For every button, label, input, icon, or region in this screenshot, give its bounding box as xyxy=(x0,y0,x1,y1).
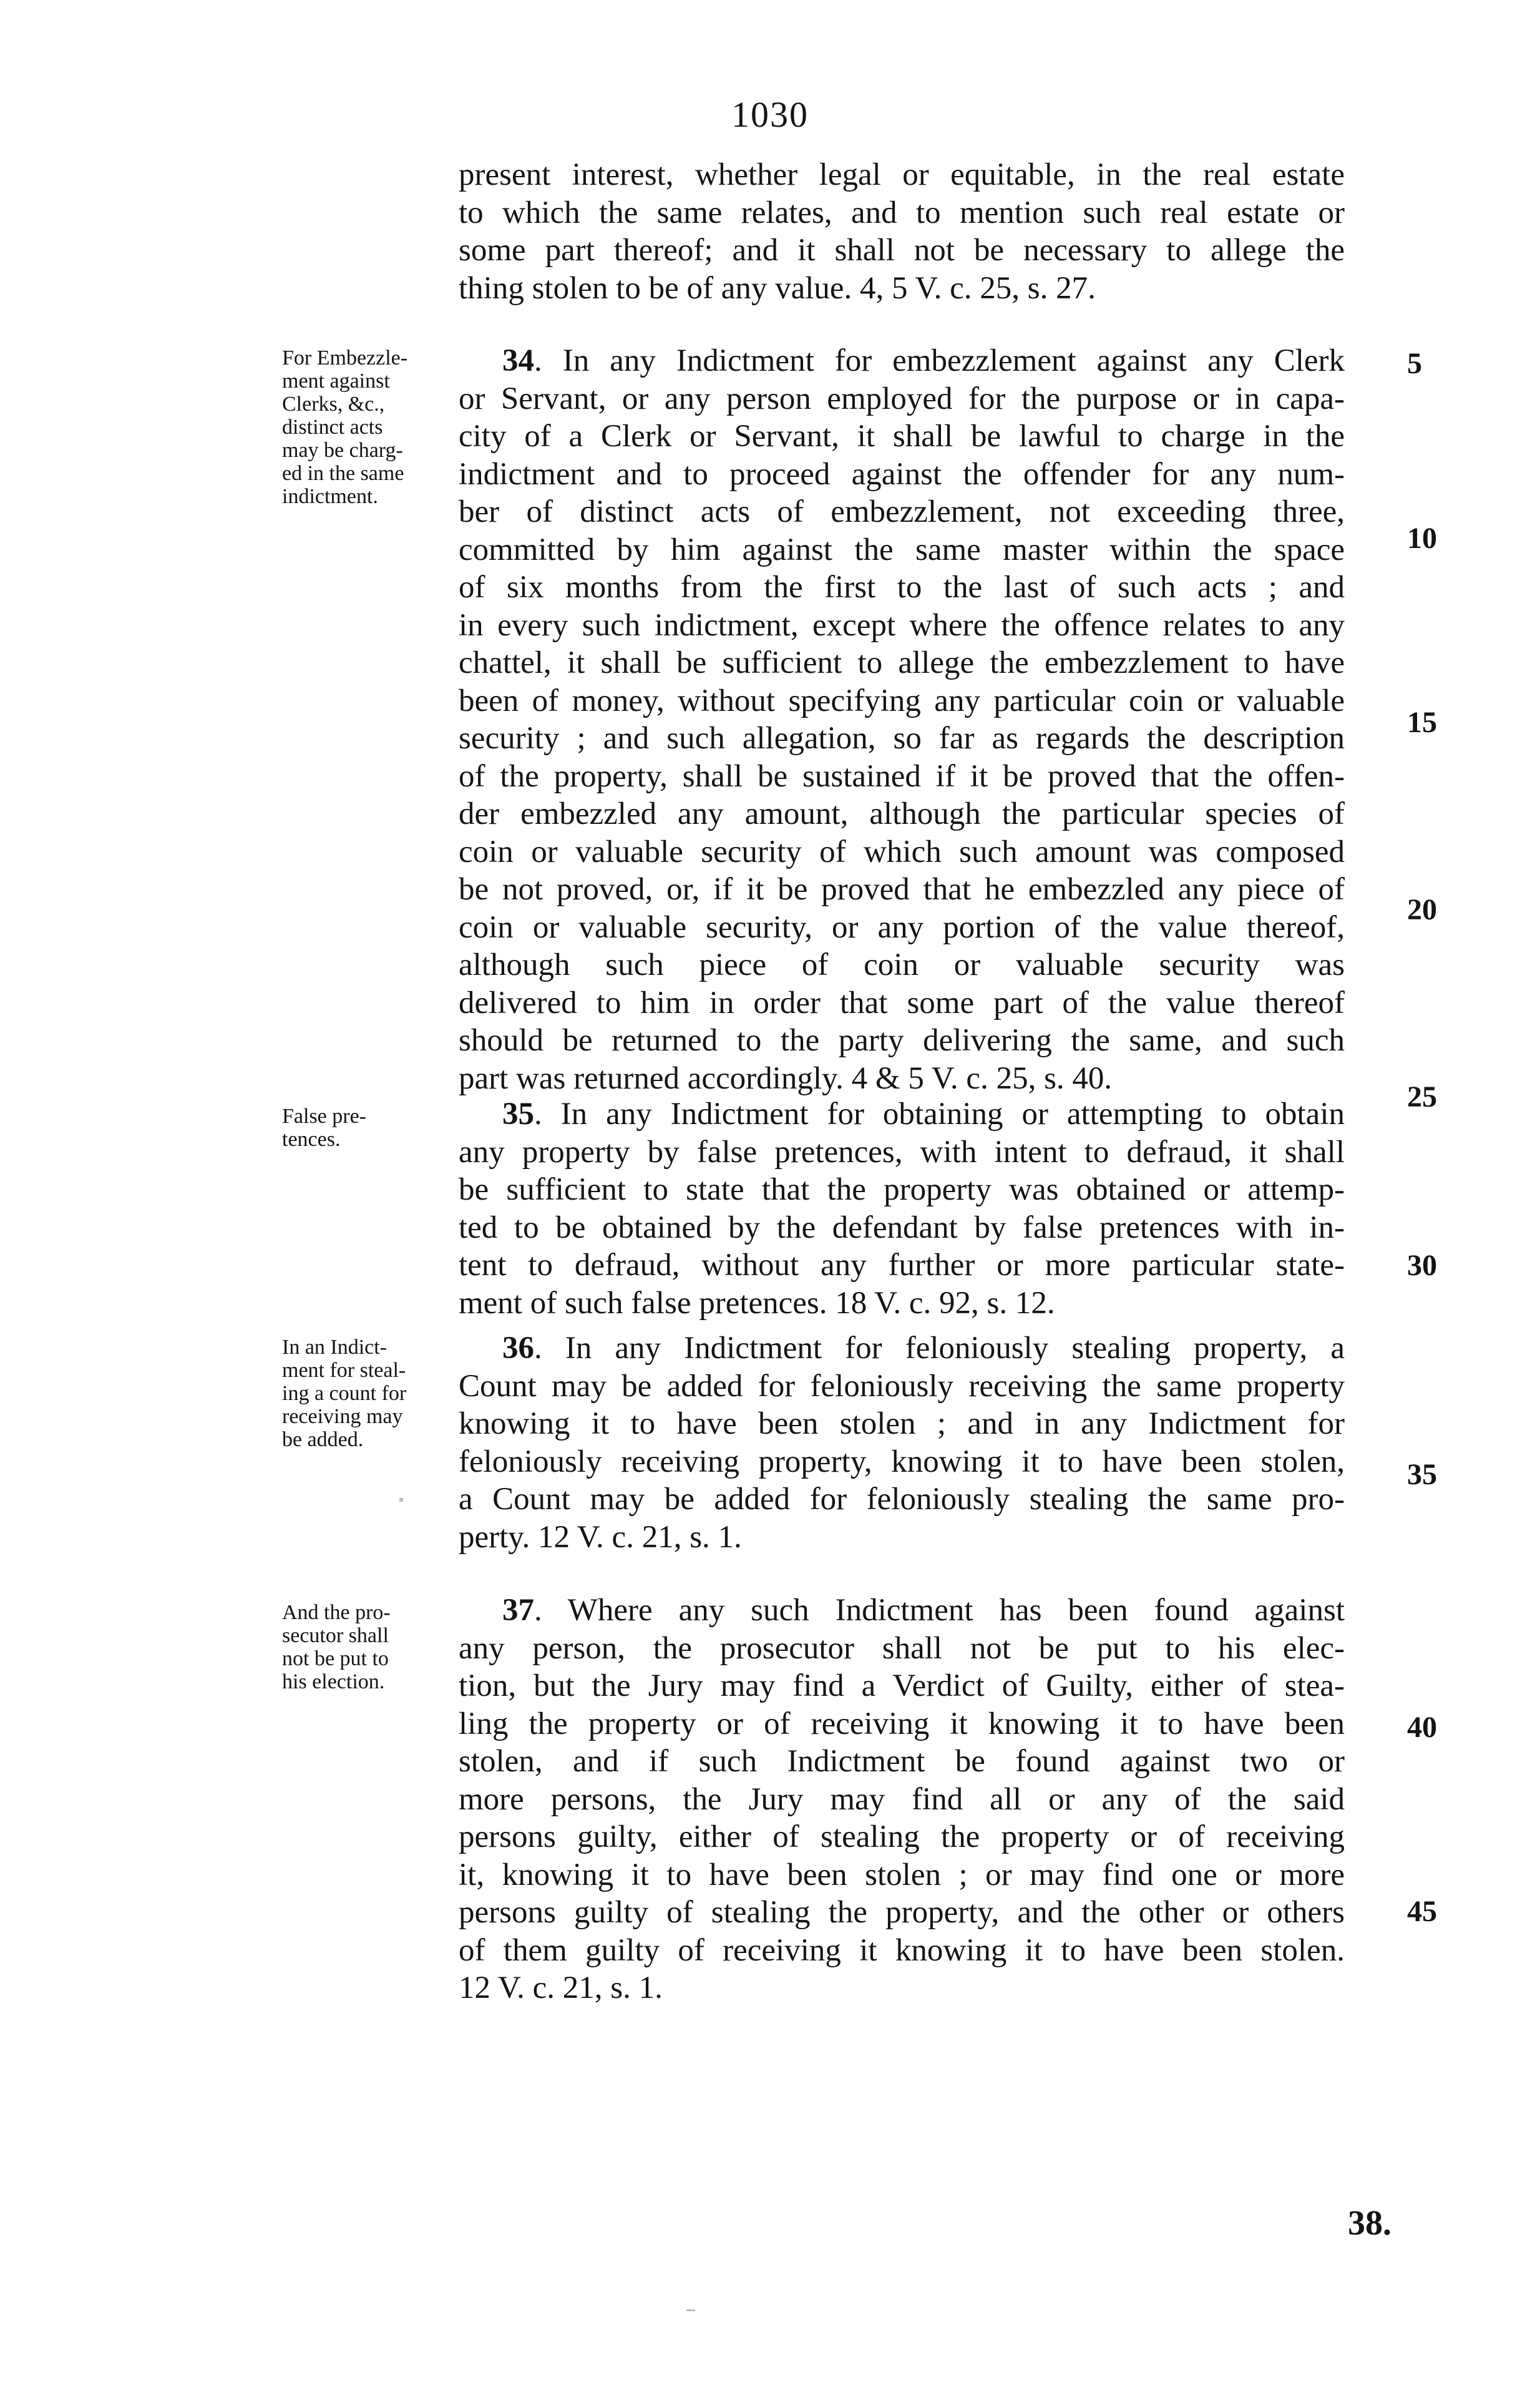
section-36-text xyxy=(459,1329,1345,1556)
text-line: tent to defraud, without any further or more particular state- xyxy=(459,1248,1345,1283)
text-line: . In any Indictment for obtaining or attempting to obtain xyxy=(534,1097,1345,1132)
text-line: perty. 12 V. c. 21, s. 1. xyxy=(459,1519,742,1555)
margin-note-line: receiving may xyxy=(282,1405,403,1428)
text-line: knowing it to have been stolen ; and in any Indictment for xyxy=(459,1406,1345,1441)
text-line: of them guilty of receiving it knowing it to have been stolen. xyxy=(459,1932,1345,1968)
text-line: coin or valuable security of which such amount was composed xyxy=(459,834,1345,869)
text-line: . In any Indictment for feloniously stealing property, a xyxy=(534,1331,1345,1366)
text-line: . In any Indictment for embezzlement against any Clerk xyxy=(534,343,1345,378)
section-number: 37 xyxy=(502,1593,534,1628)
line-number: 10 xyxy=(1407,522,1437,555)
text-line: persons guilty of stealing the property, and the other or others xyxy=(459,1895,1345,1930)
line-number: 15 xyxy=(1407,706,1437,739)
text-line: persons guilty, either of stealing the property or of receiving xyxy=(459,1819,1345,1854)
print-speck xyxy=(686,2309,695,2311)
text-line: delivered to him in order that some part of the value thereof xyxy=(459,985,1345,1020)
margin-note-line: ment for steal- xyxy=(282,1359,406,1382)
margin-note-line: indictment. xyxy=(282,485,378,508)
section-35-text xyxy=(459,1095,1345,1322)
text-line: some part thereof; and it shall not be necessary to allege the xyxy=(459,233,1345,268)
text-line: ted to be obtained by the defendant by false pretences with in- xyxy=(459,1210,1345,1245)
text-line: ber of distinct acts of embezzlement, not exceeding three, xyxy=(459,494,1345,529)
text-line: it, knowing it to have been stolen ; or may find one or more xyxy=(459,1857,1345,1892)
text-line: coin or valuable security, or any portion of the value thereof, xyxy=(459,909,1345,945)
margin-note-section-37 xyxy=(282,1601,447,1693)
text-line: ling the property or of receiving it knowing it to have been xyxy=(459,1706,1345,1741)
margin-note-section-35 xyxy=(282,1105,447,1151)
line-number: 20 xyxy=(1407,893,1437,926)
text-line: 12 V. c. 21, s. 1. xyxy=(459,1970,663,2005)
text-line: part was returned accordingly. 4 & 5 V. c. 25, s. 40. xyxy=(459,1060,1113,1096)
section-first-line xyxy=(459,342,1345,380)
margin-note-line: may be charg- xyxy=(282,439,403,462)
text-line: tion, but the Jury may find a Verdict of Guilty, either of stea- xyxy=(459,1668,1345,1703)
margin-note-section-36 xyxy=(282,1336,447,1451)
text-line: ment of such false pretences. 18 V. c. 92, s. 12. xyxy=(459,1285,1055,1321)
text-line: chattel, it shall be sufficient to allege the embezzlement to have xyxy=(459,645,1345,680)
margin-note-line: For Embezzle- xyxy=(282,346,408,369)
text-line: committed by him against the same master within the space xyxy=(459,532,1345,567)
line-number: 35 xyxy=(1407,1458,1437,1491)
section-first-line xyxy=(459,1329,1345,1368)
text-line: security ; and such allegation, so far as regards the description xyxy=(459,721,1345,756)
page-number: 1030 xyxy=(731,94,809,135)
text-line: feloniously receiving property, knowing it to have been stolen, xyxy=(459,1444,1345,1479)
margin-note-line: Clerks, &c., xyxy=(282,393,385,416)
margin-note-line: tences. xyxy=(282,1128,341,1151)
section-number: 36 xyxy=(502,1331,534,1366)
line-number: 45 xyxy=(1407,1895,1437,1928)
text-line: any person, the prosecutor shall not be put to his elec- xyxy=(459,1630,1345,1666)
text-line: more persons, the Jury may find all or any of the said xyxy=(459,1781,1345,1817)
margin-note-line: ing a count for xyxy=(282,1382,407,1405)
text-line: be sufficient to state that the property was obtained or attemp- xyxy=(459,1172,1345,1207)
section-37-text xyxy=(459,1592,1345,2007)
text-line: present interest, whether legal or equitable, in the real estate xyxy=(459,157,1345,192)
line-number: 25 xyxy=(1407,1080,1437,1113)
margin-note-line: be added. xyxy=(282,1428,364,1451)
text-line: of the property, shall be sustained if it be proved that the offen- xyxy=(459,758,1345,794)
section-first-line xyxy=(459,1095,1345,1133)
margin-note-line: distinct acts xyxy=(282,416,383,439)
print-speck xyxy=(399,1498,403,1502)
text-line: although such piece of coin or valuable security was xyxy=(459,947,1345,982)
catchword: 38. xyxy=(1348,2204,1391,2243)
intro-paragraph xyxy=(459,156,1345,307)
section-number: 34 xyxy=(502,343,534,378)
text-line: stolen, and if such Indictment be found against two or xyxy=(459,1744,1345,1779)
text-line: thing stolen to be of any value. 4, 5 V. c. 25, s. 27. xyxy=(459,270,1096,306)
text-line: or Servant, or any person employed for the purpose or in capa- xyxy=(459,381,1345,416)
text-line: should be returned to the party delivering the same, and such xyxy=(459,1023,1345,1058)
margin-note-line: False pre- xyxy=(282,1105,367,1128)
text-line: any property by false pretences, with intent to defraud, it shall xyxy=(459,1134,1345,1170)
margin-note-line: his election. xyxy=(282,1670,385,1693)
text-line: be not proved, or, if it be proved that he embezzled any piece of xyxy=(459,872,1345,907)
text-line: der embezzled any amount, although the particular species of xyxy=(459,796,1345,831)
text-line: city of a Clerk or Servant, it shall be lawful to charge in the xyxy=(459,419,1345,454)
margin-note-line: And the pro- xyxy=(282,1601,391,1624)
margin-note-line: secutor shall xyxy=(282,1624,389,1647)
line-number: 30 xyxy=(1407,1249,1437,1282)
margin-note-line: not be put to xyxy=(282,1647,389,1670)
text-line: a Count may be added for feloniously stealing the same pro- xyxy=(459,1482,1345,1517)
text-line: . Where any such Indictment has been found against xyxy=(534,1593,1345,1628)
margin-note-line: In an Indict- xyxy=(282,1336,387,1359)
margin-note-section-34 xyxy=(282,346,447,508)
margin-note-line: ment against xyxy=(282,369,390,393)
line-number: 5 xyxy=(1407,347,1422,380)
line-number: 40 xyxy=(1407,1711,1437,1744)
section-first-line xyxy=(459,1592,1345,1630)
text-line: of six months from the first to the last of such acts ; and xyxy=(459,570,1345,605)
text-line: been of money, without specifying any particular coin or valuable xyxy=(459,683,1345,718)
text-line: to which the same relates, and to mention such real estate or xyxy=(459,195,1345,230)
text-line: in every such indictment, except where the offence relates to any xyxy=(459,607,1345,643)
text-line: Count may be added for feloniously receiving the same property xyxy=(459,1368,1345,1404)
section-number: 35 xyxy=(502,1097,534,1132)
section-34-text xyxy=(459,342,1345,1097)
margin-note-line: ed in the same xyxy=(282,462,404,485)
text-line: indictment and to proceed against the offender for any num- xyxy=(459,456,1345,492)
